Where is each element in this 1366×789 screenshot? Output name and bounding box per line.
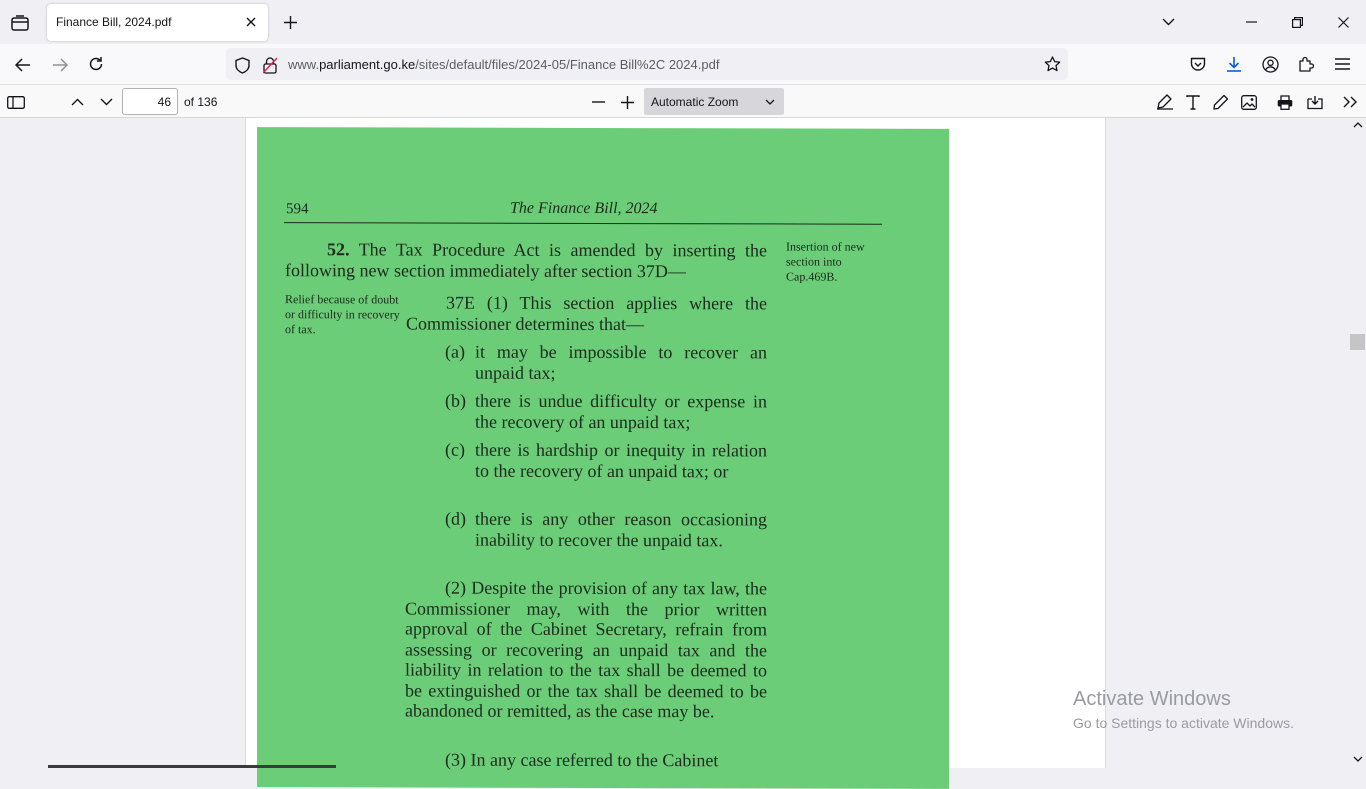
page-count: of 136 [184, 95, 218, 109]
navigation-toolbar [0, 44, 1366, 85]
reload-icon[interactable] [85, 53, 107, 75]
zoom-value: Automatic Zoom [651, 95, 739, 109]
new-tab-icon[interactable] [280, 12, 300, 32]
previous-page-icon[interactable] [66, 91, 88, 113]
next-page-icon[interactable] [95, 91, 117, 113]
save-download-icon[interactable] [1304, 91, 1326, 113]
page-number-input[interactable] [122, 88, 178, 115]
para-d-label: (d) [445, 508, 466, 529]
subsection-1: 37E (1) This section applies where the Commissioner determines that— [406, 292, 767, 334]
scroll-up-icon[interactable] [1352, 120, 1363, 130]
para-b-label: (b) [445, 390, 466, 411]
url-host: parliament.go.ke [319, 57, 416, 72]
subsection-2: (2) Despite the provision of any tax law, the Commissioner may, with the prior written approval of the Cabinet Secretary, refrain from assessing or recovering an unpaid tax and the liability in relation to the tax shall be deemed to be extinguished or the tax shall be deemed to be abandoned or remitted, as the case may be. [405, 577, 767, 722]
section-intro: The Tax Procedure Act is amended by inserting the following new section immediately after section 37D— [285, 239, 767, 281]
chevron-down-icon [764, 97, 776, 107]
insecure-connection-lock-icon[interactable] [260, 55, 280, 75]
account-icon[interactable] [1259, 53, 1281, 75]
para-d: there is any other reason occasioning inability to recover the unpaid tax. [475, 508, 767, 550]
downloads-icon[interactable] [1223, 53, 1245, 75]
zoom-in-icon[interactable] [616, 91, 638, 113]
zoom-out-icon[interactable] [587, 91, 609, 113]
forward-icon[interactable] [49, 54, 71, 76]
highlight-icon[interactable] [1154, 91, 1176, 113]
para-a: it may be impossible to recover an unpaid tax; [475, 341, 767, 383]
activate-windows-watermark [1073, 688, 1294, 731]
firefox-view-icon[interactable] [8, 11, 32, 35]
pdf-page [245, 118, 1106, 771]
minimize-icon[interactable] [1241, 12, 1261, 32]
tab-title: Finance Bill, 2024.pdf [56, 15, 172, 29]
para-a-label: (a) [445, 341, 465, 362]
watermark-line-1: Activate Windows [1073, 688, 1231, 710]
bookmark-star-icon[interactable] [1042, 54, 1062, 74]
section-number: 52. [327, 239, 350, 260]
app-menu-icon[interactable] [1331, 53, 1353, 75]
pdf-toolbar [0, 85, 1366, 118]
draw-icon[interactable] [1210, 91, 1232, 113]
tab-strip [0, 0, 1366, 44]
zoom-select[interactable] [644, 88, 784, 115]
scroll-down-icon[interactable] [1352, 754, 1363, 764]
back-icon[interactable] [12, 54, 34, 76]
tab-finance-bill[interactable] [47, 4, 268, 41]
subsection-3-partial: (3) In any case referred to the Cabinet [445, 749, 719, 771]
print-icon[interactable] [1274, 91, 1296, 113]
address-bar[interactable] [226, 48, 1068, 80]
para-c-label: (c) [445, 439, 465, 460]
window-close-icon[interactable] [1333, 12, 1353, 32]
url-text[interactable] [288, 57, 719, 72]
section-52 [285, 239, 767, 281]
extensions-icon[interactable] [1295, 53, 1317, 75]
url-prefix: www. [288, 57, 320, 72]
scroll-thumb[interactable] [1350, 334, 1365, 350]
restore-icon[interactable] [1287, 12, 1307, 32]
page-number: 594 [286, 201, 309, 218]
pdf-viewer[interactable] [0, 118, 1366, 771]
add-image-icon[interactable] [1238, 91, 1260, 113]
sidebar-toggle-icon[interactable] [5, 91, 27, 113]
url-path: /sites/default/files/2024-05/Finance Bill%2C 2024.pdf [415, 57, 720, 72]
tools-expand-icon[interactable] [1339, 91, 1361, 113]
close-tab-icon[interactable] [242, 13, 260, 31]
text-annotation-icon[interactable] [1182, 91, 1204, 113]
running-title: The Finance Bill, 2024 [510, 199, 658, 218]
side-note-insertion: Insertion of new section into Cap.469B. [786, 239, 865, 284]
pocket-icon[interactable] [1187, 53, 1209, 75]
side-note-relief: Relief because of doubt or difficulty in recovery of tax. [285, 292, 400, 337]
list-all-tabs-icon[interactable] [1158, 12, 1178, 32]
para-c: there is hardship or inequity in relation to the recovery of an unpaid tax; or [475, 439, 767, 481]
vertical-scrollbar[interactable] [1349, 118, 1366, 768]
watermark-line-2: Go to Settings to activate Windows. [1073, 715, 1294, 731]
tracking-protection-shield-icon[interactable] [232, 55, 252, 75]
scanned-page-image [257, 127, 949, 789]
header-rule [284, 222, 882, 225]
para-b: there is undue difficulty or expense in the recovery of an unpaid tax; [475, 390, 767, 432]
